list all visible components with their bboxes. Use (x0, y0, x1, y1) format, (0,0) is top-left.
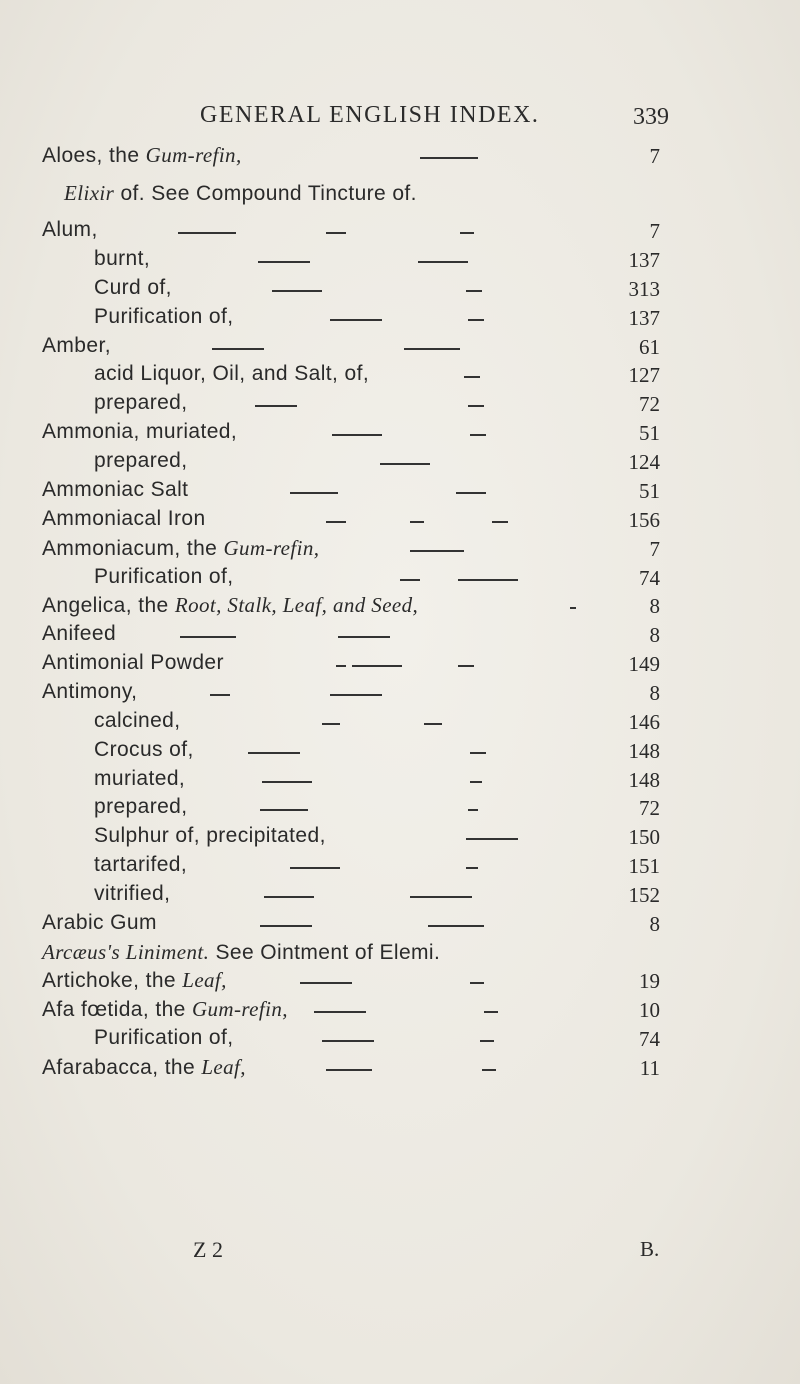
entry-term (42, 218, 98, 242)
entry-term-text: Ammoniacum, the (42, 537, 224, 560)
entry-term-text: Purification of, (94, 565, 234, 588)
leader-dash (456, 492, 486, 494)
leader-dash (466, 290, 482, 292)
entry-page-ref: 151 (628, 854, 660, 878)
index-entry (0, 824, 800, 854)
index-entry (0, 940, 800, 970)
leader-dash (258, 261, 310, 263)
entry-term (42, 593, 418, 618)
entry-term-text: Purification of, (94, 1026, 234, 1049)
leader-dash (336, 665, 346, 667)
index-entry (0, 362, 800, 392)
entry-term (94, 247, 150, 271)
entry-page-ref: 74 (639, 1027, 660, 1051)
entry-term-text: Antimony, (42, 680, 138, 703)
leader-dash (290, 492, 338, 494)
entry-term-italic: Leaf, (182, 968, 227, 992)
entry-term-text: Aloes, the (42, 144, 146, 167)
leader-dash (180, 636, 236, 638)
leader-dash (260, 925, 312, 927)
index-entry (0, 391, 800, 421)
leader-dash (272, 290, 322, 292)
entry-page-ref: 11 (639, 1056, 660, 1080)
entry-term (94, 362, 369, 386)
entry-term-text: Antimonial Powder (42, 651, 224, 674)
entry-term-text: Angelica, the (42, 594, 175, 617)
entry-page-ref: 152 (628, 883, 660, 907)
entry-page-ref: 137 (628, 248, 660, 272)
entry-term-text: Amber, (42, 334, 111, 357)
leader-dash (314, 1011, 366, 1013)
page-title: GENERAL ENGLISH INDEX. (200, 102, 540, 128)
leader-dash (460, 232, 474, 234)
entry-page-ref: 150 (628, 825, 660, 849)
entry-term-text: Curd of, (94, 276, 172, 299)
entry-page-ref: 148 (628, 768, 660, 792)
entry-term (42, 911, 157, 935)
index-entry (0, 882, 800, 912)
leader-dash (262, 781, 312, 783)
leader-dash (470, 752, 486, 754)
entry-term (94, 1026, 233, 1050)
entry-term-text: Alum, (42, 218, 98, 241)
index-entry (0, 968, 800, 998)
entry-term-text: Anifeed (42, 622, 117, 645)
entry-page-ref: 149 (628, 652, 660, 676)
entry-page-ref: 10 (639, 998, 660, 1022)
leader-dash (470, 982, 484, 984)
entry-term-text: Artichoke, the (42, 969, 183, 992)
entry-page-ref: 124 (628, 450, 660, 474)
index-entry (0, 709, 800, 739)
leader-dash (255, 405, 297, 407)
index-entry (0, 334, 800, 364)
entry-term (64, 181, 417, 206)
entry-page-ref: 51 (639, 421, 660, 445)
entry-term-text: Arabic Gum (42, 911, 157, 934)
index-entry (0, 853, 800, 883)
leader-dash (410, 521, 424, 523)
entry-cross-reference: See Ointment of Elemi. (209, 941, 441, 964)
entry-term-text: Afarabacca, the (42, 1056, 202, 1079)
index-entry (0, 218, 800, 248)
catchword: B. (640, 1237, 660, 1261)
entry-page-ref: 8 (649, 681, 660, 705)
entry-page-ref: 61 (639, 335, 660, 359)
leader-dash (400, 579, 420, 581)
leader-dash (380, 463, 430, 465)
entry-term (42, 940, 440, 965)
index-entry (0, 680, 800, 710)
leader-dash (466, 867, 478, 869)
entry-term (94, 276, 172, 300)
index-entry (0, 507, 800, 537)
entry-term (42, 1055, 246, 1080)
entry-term-text: prepared, (94, 449, 188, 472)
entry-term-text: prepared, (94, 795, 188, 818)
entry-term (94, 449, 188, 473)
entry-page-ref: 51 (639, 479, 660, 503)
entry-page-ref: 127 (628, 363, 660, 387)
entry-term (42, 651, 224, 675)
leader-dash (570, 607, 576, 609)
leader-dash (260, 809, 308, 811)
entry-term-italic: Elixir (64, 181, 115, 205)
entry-term-italic: Root, Stalk, Leaf, and Seed, (174, 593, 419, 617)
entry-term (42, 334, 111, 358)
entry-term-text: Purification of, (94, 305, 234, 328)
leader-dash (290, 867, 340, 869)
entry-term (42, 968, 227, 993)
leader-dash (466, 838, 518, 840)
entry-page-ref: 146 (628, 710, 660, 734)
leader-dash (326, 232, 346, 234)
entry-term (94, 391, 188, 415)
leader-dash (410, 550, 464, 552)
index-entry (0, 997, 800, 1027)
entry-term (42, 478, 188, 502)
leader-dash (322, 1040, 374, 1042)
entry-page-ref: 8 (649, 623, 660, 647)
leader-dash (424, 723, 442, 725)
entry-term (42, 680, 137, 704)
leader-dash (428, 925, 484, 927)
entry-page-ref: 8 (649, 912, 660, 936)
leader-dash (468, 319, 484, 321)
leader-dash (210, 694, 230, 696)
entry-term-italic: Gum-refin, (223, 536, 320, 560)
page-number: 339 (633, 104, 669, 130)
index-entry (0, 1055, 800, 1085)
entry-page-ref: 156 (628, 508, 660, 532)
leader-dash (468, 405, 484, 407)
index-entry (0, 795, 800, 825)
entry-page-ref: 7 (649, 537, 660, 561)
index-entry (0, 651, 800, 681)
entry-term-italic: Leaf, (201, 1055, 246, 1079)
entry-term-text: Ammoniacal Iron (42, 507, 206, 530)
entry-page-ref: 148 (628, 739, 660, 763)
entry-term-text: Ammoniac Salt (42, 478, 189, 501)
leader-dash (326, 521, 346, 523)
entry-term-text: vitrified, (94, 882, 171, 905)
entry-term (94, 565, 233, 589)
leader-dash (322, 723, 340, 725)
index-entry (0, 911, 800, 941)
index-entry (0, 593, 800, 623)
leader-dash (464, 376, 480, 378)
entry-page-ref: 74 (639, 566, 660, 590)
entry-term (94, 882, 170, 906)
entry-page-ref: 72 (639, 796, 660, 820)
entry-term-text: acid Liquor, Oil, and Salt, of, (94, 362, 370, 385)
entry-term (42, 536, 319, 561)
index-entry (0, 738, 800, 768)
entry-term (42, 622, 116, 646)
entry-term-text: prepared, (94, 391, 188, 414)
leader-dash (470, 434, 486, 436)
entry-term (42, 143, 242, 168)
entry-page-ref: 8 (649, 594, 660, 618)
entry-term-text: Ammonia, muriated, (42, 420, 238, 443)
leader-dash (300, 982, 352, 984)
leader-dash (352, 665, 402, 667)
entry-term-italic: Gum-refin, (191, 997, 288, 1021)
entry-page-ref: 7 (649, 144, 660, 168)
entry-page-ref: 19 (639, 969, 660, 993)
entry-term (42, 997, 288, 1022)
entry-term (94, 824, 326, 848)
entry-term-text: calcined, (94, 709, 181, 732)
entry-page-ref: 7 (649, 219, 660, 243)
leader-dash (458, 665, 474, 667)
index-entry (0, 247, 800, 277)
leader-dash (178, 232, 236, 234)
entry-term-text: Sulphur of, precipitated, (94, 824, 326, 847)
entry-term-italic: Gum-refin, (145, 143, 242, 167)
leader-dash (492, 521, 508, 523)
entry-term (94, 738, 194, 762)
index-entry (0, 478, 800, 508)
entry-page-ref: 137 (628, 306, 660, 330)
index-entry (0, 276, 800, 306)
index-entry (0, 767, 800, 797)
leader-dash (264, 896, 314, 898)
index-entry (0, 143, 800, 173)
index-entry (0, 536, 800, 566)
entry-page-ref: 72 (639, 392, 660, 416)
entry-term (94, 305, 233, 329)
leader-dash (248, 752, 300, 754)
signature-mark: Z 2 (193, 1237, 223, 1262)
leader-dash (468, 809, 478, 811)
leader-dash (470, 781, 482, 783)
entry-term (42, 507, 206, 531)
leader-dash (332, 434, 382, 436)
entry-cross-reference: of. See Compound Tincture of. (114, 182, 417, 205)
index-entry (0, 181, 800, 211)
leader-dash (480, 1040, 494, 1042)
leader-dash (330, 319, 382, 321)
leader-dash (404, 348, 460, 350)
index-entry (0, 565, 800, 595)
entry-term (94, 853, 187, 877)
entry-term (94, 795, 188, 819)
entry-term-text: burnt, (94, 247, 151, 270)
entry-term (94, 709, 180, 733)
leader-dash (410, 896, 472, 898)
entry-term (94, 767, 185, 791)
index-entry (0, 449, 800, 479)
leader-dash (420, 157, 478, 159)
index-entry (0, 420, 800, 450)
index-entry (0, 622, 800, 652)
leader-dash (212, 348, 264, 350)
entry-term-text: Afa fœtida, the (42, 998, 192, 1021)
entry-term-text: tartarifed, (94, 853, 188, 876)
entry-term-text: muriated, (94, 767, 186, 790)
leader-dash (482, 1069, 496, 1071)
entry-term-text: Crocus of, (94, 738, 194, 761)
entry-term (42, 420, 237, 444)
leader-dash (330, 694, 382, 696)
index-entry (0, 1026, 800, 1056)
leader-dash (418, 261, 468, 263)
leader-dash (338, 636, 390, 638)
index-entry (0, 305, 800, 335)
entry-term-italic: Arcæus's Liniment. (42, 940, 210, 964)
leader-dash (326, 1069, 372, 1071)
leader-dash (484, 1011, 498, 1013)
entry-page-ref: 313 (628, 277, 660, 301)
leader-dash (458, 579, 518, 581)
